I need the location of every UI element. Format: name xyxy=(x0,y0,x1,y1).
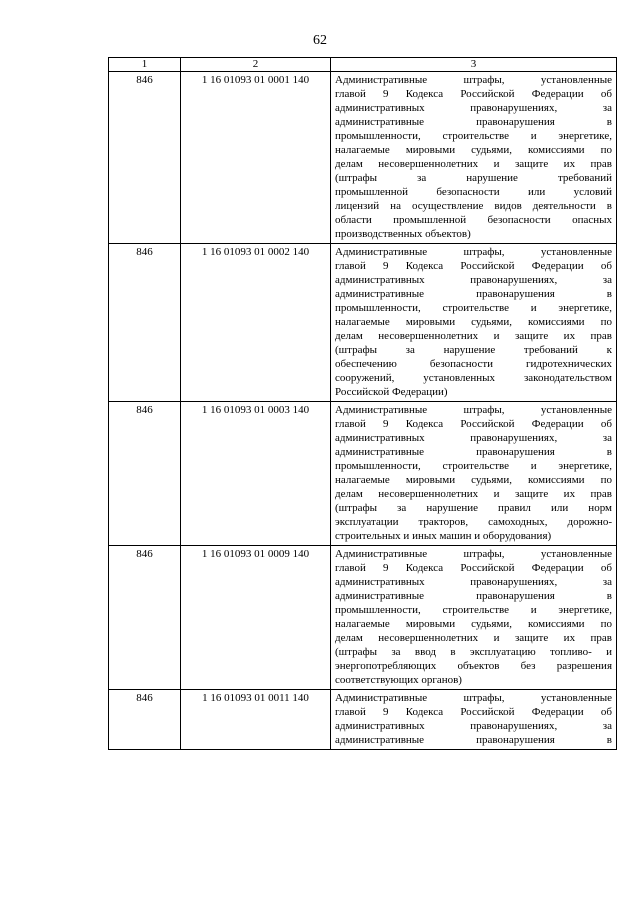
description-line: административных правонарушениях, за xyxy=(335,102,612,114)
admin-code-cell: 846 xyxy=(109,402,181,546)
description-line: производственных объектов) xyxy=(335,228,471,240)
description-line: административные правонарушения в xyxy=(335,288,612,300)
budget-classification-code-cell: 1 16 01093 01 0009 140 xyxy=(181,546,331,690)
description-line: административных правонарушениях, за xyxy=(335,576,612,588)
description-line: административные правонарушения в xyxy=(335,734,612,746)
description-line: Административные штрафы, установленные xyxy=(335,548,612,560)
budget-classification-code-cell: 1 16 01093 01 0011 140 xyxy=(181,690,331,750)
revenue-description-cell xyxy=(331,244,617,402)
column-header-3: 3 xyxy=(331,58,617,72)
column-header-1: 1 xyxy=(109,58,181,72)
description-line: соответствующих органов) xyxy=(335,674,462,686)
table-row xyxy=(109,546,617,690)
description-line: административных правонарушениях, за xyxy=(335,720,612,732)
table-header-row xyxy=(109,58,617,72)
description-line: промышленности, строительстве и энергетике, xyxy=(335,604,612,616)
description-line: административных правонарушениях, за xyxy=(335,274,612,286)
admin-code-cell: 846 xyxy=(109,72,181,244)
description-line: делам несовершеннолетних и защите их прав xyxy=(335,330,612,342)
description-line: делам несовершеннолетних и защите их прав xyxy=(335,158,612,170)
description-line: делам несовершеннолетних и защите их прав xyxy=(335,632,612,644)
description-line: (штрафы за ввод в эксплуатацию топливо- и xyxy=(335,646,612,658)
description-line: Административные штрафы, установленные xyxy=(335,404,612,416)
table-row xyxy=(109,690,617,750)
budget-classification-code-cell: 1 16 01093 01 0002 140 xyxy=(181,244,331,402)
revenue-description-cell xyxy=(331,690,617,750)
table-row xyxy=(109,244,617,402)
description-line: промышленности, строительстве и энергетике, xyxy=(335,460,612,472)
budget-codes-table xyxy=(108,57,617,750)
table-body xyxy=(109,72,617,750)
admin-code-cell: 846 xyxy=(109,690,181,750)
description-line: главой 9 Кодекса Российской Федерации об xyxy=(335,706,612,718)
description-line: административные правонарушения в xyxy=(335,116,612,128)
description-line: административные правонарушения в xyxy=(335,590,612,602)
description-line: (штрафы за нарушение правил или норм xyxy=(335,502,612,514)
description-line: налагаемые мировыми судьями, комиссиями по xyxy=(335,316,612,328)
table-row xyxy=(109,402,617,546)
revenue-description-cell xyxy=(331,402,617,546)
description-line: промышленности, строительстве и энергетике, xyxy=(335,130,612,142)
budget-classification-code-cell: 1 16 01093 01 0001 140 xyxy=(181,72,331,244)
description-line: Административные штрафы, установленные xyxy=(335,74,612,86)
description-line: Российской Федерации) xyxy=(335,386,448,398)
description-line: административных правонарушениях, за xyxy=(335,432,612,444)
description-line: обеспечению безопасности гидротехнических xyxy=(335,358,612,370)
table-row xyxy=(109,72,617,244)
description-line: главой 9 Кодекса Российской Федерации об xyxy=(335,418,612,430)
description-line: лицензий на осуществление видов деятельности в xyxy=(335,200,612,212)
page-number: 62 xyxy=(313,33,327,48)
description-line: (штрафы за нарушение требований к xyxy=(335,344,612,356)
description-line: административные правонарушения в xyxy=(335,446,612,458)
admin-code-cell: 846 xyxy=(109,244,181,402)
description-line: (штрафы за нарушение требований xyxy=(335,172,612,184)
description-line: промышленной безопасности или условий xyxy=(335,186,612,198)
admin-code-cell: 846 xyxy=(109,546,181,690)
budget-classification-code-cell: 1 16 01093 01 0003 140 xyxy=(181,402,331,546)
description-line: Административные штрафы, установленные xyxy=(335,246,612,258)
description-line: делам несовершеннолетних и защите их прав xyxy=(335,488,612,500)
description-line: области промышленной безопасности опасных xyxy=(335,214,612,226)
description-line: налагаемые мировыми судьями, комиссиями по xyxy=(335,618,612,630)
description-line: налагаемые мировыми судьями, комиссиями по xyxy=(335,474,612,486)
revenue-description-cell xyxy=(331,72,617,244)
description-line: главой 9 Кодекса Российской Федерации об xyxy=(335,260,612,272)
description-line: энергопотребляющих объектов без разрешения xyxy=(335,660,612,672)
description-line: эксплуатации тракторов, самоходных, дорожно- xyxy=(335,516,612,528)
description-line: промышленности, строительстве и энергетике, xyxy=(335,302,612,314)
description-line: Административные штрафы, установленные xyxy=(335,692,612,704)
description-line: главой 9 Кодекса Российской Федерации об xyxy=(335,562,612,574)
revenue-description-cell xyxy=(331,546,617,690)
description-line: строительных и иных машин и оборудования) xyxy=(335,530,552,542)
description-line: главой 9 Кодекса Российской Федерации об xyxy=(335,88,612,100)
description-line: сооружений, установленных законодательством xyxy=(335,372,612,384)
description-line: налагаемые мировыми судьями, комиссиями по xyxy=(335,144,612,156)
column-header-2: 2 xyxy=(181,58,331,72)
